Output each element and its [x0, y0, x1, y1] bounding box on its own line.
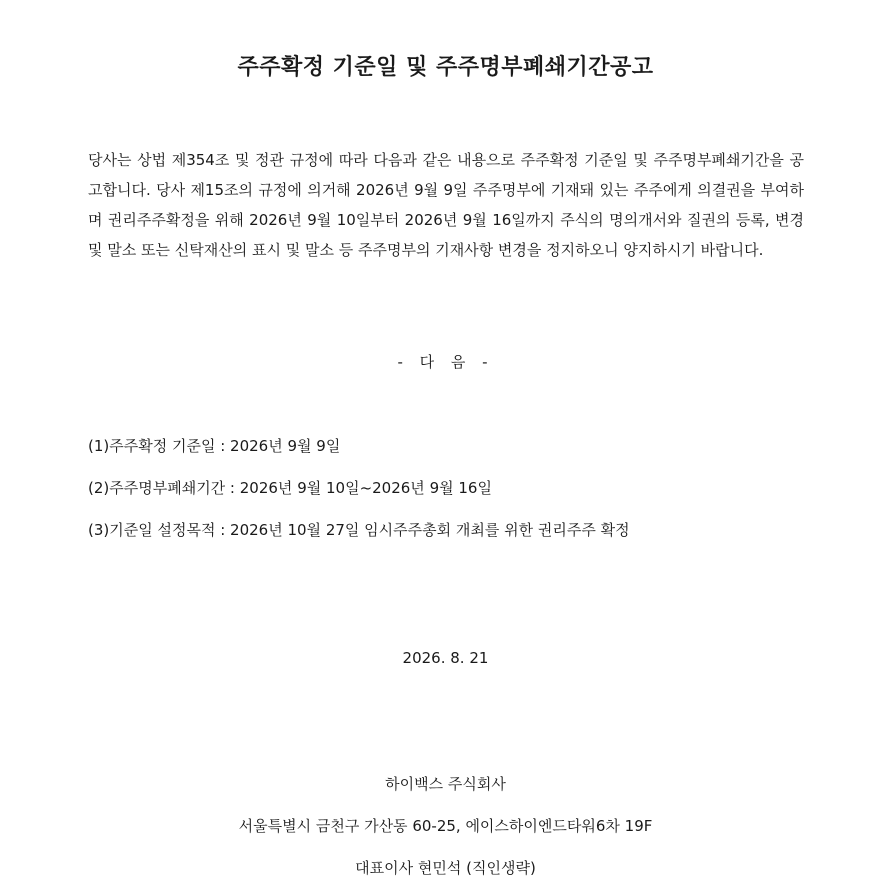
notice-date: 2026. 8. 21: [402, 649, 489, 667]
representative-line: 대표이사 현민석 (직인생략): [355, 859, 536, 877]
detail-item-record-date: (1)주주확정 기준일 : 2026년 9월 9일: [88, 437, 341, 455]
details-divider-label: - 다 음 -: [397, 353, 494, 371]
notice-title: 주주확정 기준일 및 주주명부폐쇄기간공고: [237, 55, 654, 80]
company-address: 서울특별시 금천구 가산동 60-25, 에이스하이엔드타워6차 19F: [238, 817, 653, 835]
company-name: 하이백스 주식회사: [385, 775, 506, 793]
detail-item-purpose: (3)기준일 설정목적 : 2026년 10월 27일 임시주주총회 개최를 위한 권리주주 확정: [88, 521, 630, 539]
notice-body-paragraph: 당사는 상법 제354조 및 정관 규정에 따라 다음과 같은 내용으로 주주확정 기준일 및 주주명부폐쇄기간을 공고합니다. 당사 제15조의 규정에 의거해 2026년 9월 9일 주주명부에 기재돼 있는 주주에게 의결권을 부여하며 권리주주확정을 위해 2026년 9월 10일부터 2026년 9월 16일까지 주식의 명의개서와 질권의 등록, 변경 및 말소 또는 신탁재산의 표시 및 말소 등 주주명부의 기재사항 변경을 정지하오니 양지하시기 바랍니다.: [88, 151, 804, 259]
detail-item-closure-period: (2)주주명부폐쇄기간 : 2026년 9월 10일~2026년 9월 16일: [88, 479, 492, 497]
